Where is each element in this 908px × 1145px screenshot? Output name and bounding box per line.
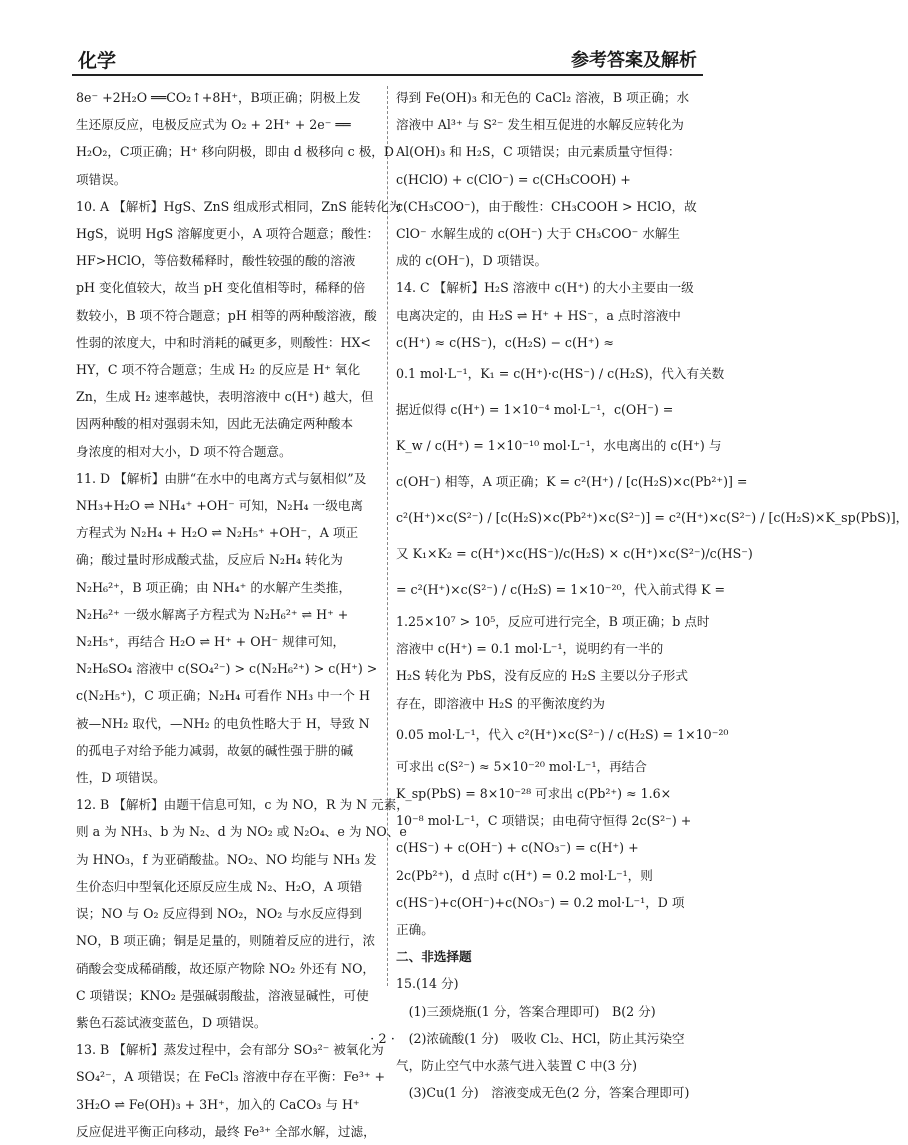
text-line: 硝酸会变成稀硝酸，故还原产物除 NO₂ 外还有 NO， xyxy=(76,960,376,976)
text-line: 气，防止空气中水蒸气进入装置 C 中(3 分) xyxy=(396,1058,637,1074)
text-line: 15.(14 分) xyxy=(396,976,459,992)
text-line: 方程式为 N₂H₄ + H₂O ⇌ N₂H₅⁺ +OH⁻，A 项正 xyxy=(76,525,359,541)
text-line: 成的 c(OH⁻)，D 项错误。 xyxy=(396,253,548,269)
text-line: 0.05 mol·L⁻¹，代入 c²(H⁺)×c(S²⁻) / c(H₂S) = 1×10⁻²⁰ xyxy=(396,726,729,742)
text-line: c(H⁺) ≈ c(HS⁻)，c(H₂S) − c(H⁺) ≈ xyxy=(396,334,614,350)
text-line: 12. B 【解析】由题干信息可知，c 为 NO，R 为 N 元素， xyxy=(76,797,409,813)
text-line: 的孤电子对给予能力减弱，故氨的碱性强于肼的碱 xyxy=(76,742,354,758)
answer-section-title: 参考答案及解析 xyxy=(571,50,697,71)
text-line: 14. C 【解析】H₂S 溶液中 c(H⁺) 的大小主要由一级 xyxy=(396,280,694,296)
text-line: pH 变化值较大，故当 pH 变化值相等时，稀释的倍 xyxy=(76,280,366,296)
text-line: (2)浓硫酸(1 分) 吸收 Cl₂、HCl，防止其污染空 xyxy=(396,1030,685,1046)
text-line: K_w / c(H⁺) = 1×10⁻¹⁰ mol·L⁻¹，水电离出的 c(H⁺) 与 xyxy=(396,438,722,454)
text-line: c(HClO) + c(ClO⁻) = c(CH₃COOH) + xyxy=(396,171,631,187)
text-line: H₂S 转化为 PbS，没有反应的 H₂S 主要以分子形式 xyxy=(396,668,688,684)
text-line: 项错误。 xyxy=(76,171,127,187)
text-line: 确；酸过量时形成酸式盐，反应后 N₂H₄ 转化为 xyxy=(76,552,343,568)
text-line: 因两种酸的相对强弱未知，因此无法确定两种酸本 xyxy=(76,416,354,432)
text-line: 紫色石蕊试液变蓝色，D 项错误。 xyxy=(76,1014,267,1030)
text-line: 则 a 为 NH₃、b 为 N₂、d 为 NO₂ 或 N₂O₄、e 为 NO、e xyxy=(76,824,407,840)
subject-title: 化学 xyxy=(78,50,117,72)
text-line: 溶液中 c(H⁺) = 0.1 mol·L⁻¹，说明约有一半的 xyxy=(396,641,664,657)
text-line: HY，C 项不符合题意；生成 H₂ 的反应是 H⁺ 氧化 xyxy=(76,362,361,378)
text-line: 10. A 【解析】HgS、ZnS 组成形式相同，ZnS 能转化为 xyxy=(76,198,402,214)
text-line: 性，D 项错误。 xyxy=(76,770,166,786)
text-line: NH₃+H₂O ⇌ NH₄⁺ +OH⁻ 可知，N₂H₄ 一级电离 xyxy=(76,498,363,514)
text-line: 3H₂O ⇌ Fe(OH)₃ + 3H⁺，加入的 CaCO₃ 与 H⁺ xyxy=(76,1096,360,1112)
text-line: c²(H⁺)×c(S²⁻) / [c(H₂S)×c(Pb²⁺)×c(S²⁻)] = c²(H⁺)×c(S²⁻) / [c(H₂S)×K_sp(PbS)]， xyxy=(396,510,908,526)
text-line: 身浓度的相对大小，D 项不符合题意。 xyxy=(76,443,292,459)
text-line: H₂O₂，C项正确；H⁺ 移向阴极，即由 d 极移向 c 极，D xyxy=(76,144,394,160)
text-line: SO₄²⁻，A 项错误；在 FeCl₃ 溶液中存在平衡：Fe³⁺ + xyxy=(76,1069,386,1085)
text-line: 1.25×10⁷ > 10⁵，反应可进行完全，B 项正确；b 点时 xyxy=(396,614,710,630)
text-line: 生价态归中型氧化还原反应生成 N₂、H₂O，A 项错 xyxy=(76,878,363,894)
text-line: 性弱的浓度大，中和时消耗的碱更多，则酸性：HX< xyxy=(76,334,371,350)
text-line: c(HS⁻)+c(OH⁻)+c(NO₃⁻) = 0.2 mol·L⁻¹，D 项 xyxy=(396,894,685,910)
text-line: 被—NH₂ 取代，—NH₂ 的电负性略大于 H，导致 N xyxy=(76,715,370,731)
text-line: 溶液中 Al³⁺ 与 S²⁻ 发生相互促进的水解反应转化为 xyxy=(396,117,684,133)
text-line: 得到 Fe(OH)₃ 和无色的 CaCl₂ 溶液，B 项正确；水 xyxy=(396,90,690,105)
text-line: 又 K₁×K₂ = c(H⁺)×c(HS⁻)/c(H₂S) × c(H⁺)×c(S²⁻)/c(HS⁻) xyxy=(396,546,753,562)
text-line: N₂H₅⁺，再结合 H₂O ⇌ H⁺ + OH⁻ 规律可知， xyxy=(76,634,346,650)
text-line: 10⁻⁸ mol·L⁻¹，C 项错误；由电荷守恒得 2c(S²⁻) + xyxy=(396,813,692,829)
text-line: 数较小，B 项不符合题意；pH 相等的两种酸溶液，酸 xyxy=(76,307,377,323)
left-column xyxy=(76,84,409,1145)
text-line: 可求出 c(S²⁻) ≈ 5×10⁻²⁰ mol·L⁻¹，再结合 xyxy=(396,758,647,774)
text-line: 13. B 【解析】蒸发过程中，会有部分 SO₃²⁻ 被氧化为 xyxy=(76,1042,384,1058)
text-line: HgS，说明 HgS 溶解度更小，A 项符合题意；酸性： xyxy=(76,226,380,242)
text-line: NO，B 项正确；铜是足量的，则随着反应的进行，浓 xyxy=(76,933,376,949)
page-header xyxy=(72,44,703,76)
right-column xyxy=(396,84,908,1106)
text-line: C 项错误；KNO₂ 是强碱弱酸盐，溶液显碱性，可使 xyxy=(76,987,369,1003)
text-line: (1)三颈烧瓶(1 分，答案合理即可) B(2 分) xyxy=(396,1003,656,1019)
text-line: N₂H₆SO₄ 溶液中 c(SO₄²⁻) > c(N₂H₆²⁺) > c(H⁺) > xyxy=(76,661,378,677)
text-line: c(OH⁻) 相等，A 项正确；K = c²(H⁺) / [c(H₂S)×c(Pb²⁺)] = xyxy=(396,474,748,490)
text-line: 存在，即溶液中 H₂S 的平衡浓度约为 xyxy=(396,695,605,711)
text-line: 生还原反应，电极反应式为 O₂ + 2H⁺ + 2e⁻ ══ xyxy=(76,117,351,133)
text-line: K_sp(PbS) = 8×10⁻²⁸ 可求出 c(Pb²⁺) ≈ 1.6× xyxy=(396,786,672,802)
text-line: N₂H₆²⁺ 一级水解离子方程式为 N₂H₆²⁺ ⇌ H⁺ + xyxy=(76,606,349,622)
text-line: = c²(H⁺)×c(S²⁻) / c(H₂S) = 1×10⁻²⁰，代入前式得 K = xyxy=(396,582,726,598)
text-line: 2c(Pb²⁺)，d 点时 c(H⁺) = 0.2 mol·L⁻¹，则 xyxy=(396,867,653,883)
text-line: ClO⁻ 水解生成的 c(OH⁻) 大于 CH₃COO⁻ 水解生 xyxy=(396,226,681,242)
text-line: 据近似得 c(H⁺) = 1×10⁻⁴ mol·L⁻¹，c(OH⁻) = xyxy=(396,402,674,418)
text-line: 8e⁻ +2H₂O ══CO₂↑+8H⁺，B项正确；阴极上发 xyxy=(76,90,361,105)
text-line: c(HS⁻) + c(OH⁻) + c(NO₃⁻) = c(H⁺) + xyxy=(396,840,639,856)
page-number: · 2 · xyxy=(370,1032,395,1047)
text-line: c(CH₃COO⁻)，由于酸性：CH₃COOH > HClO，故 xyxy=(396,198,697,214)
text-line: 二、非选择题 xyxy=(396,949,472,965)
text-line: Al(OH)₃ 和 H₂S，C 项错误；由元素质量守恒得： xyxy=(396,144,681,160)
text-line: HF>HClO，等倍数稀释时，酸性较强的酸的溶液 xyxy=(76,253,356,269)
text-line: 0.1 mol·L⁻¹，K₁ = c(H⁺)·c(HS⁻) / c(H₂S)，代入有关数 xyxy=(396,366,725,382)
text-line: N₂H₆²⁺，B 项正确；由 NH₄⁺ 的水解产生类推， xyxy=(76,579,352,595)
column-divider xyxy=(387,86,388,986)
text-line: 电离决定的，由 H₂S ⇌ H⁺ + HS⁻，a 点时溶液中 xyxy=(396,307,681,323)
text-line: 反应促进平衡正向移动，最终 Fe³⁺ 全部水解，过滤， xyxy=(76,1123,376,1139)
text-line: 为 HNO₃，f 为亚硝酸盐。NO₂、NO 均能与 NH₃ 发 xyxy=(76,851,377,867)
text-line: (3)Cu(1 分) 溶液变成无色(2 分，答案合理即可) xyxy=(396,1085,690,1101)
text-line: 误；NO 与 O₂ 反应得到 NO₂，NO₂ 与水反应得到 xyxy=(76,906,362,922)
text-line: 11. D 【解析】由肼“在水中的电离方式与氨相似”及 xyxy=(76,470,367,486)
text-line: 正确。 xyxy=(396,922,434,938)
text-line: c(N₂H₅⁺)，C 项正确；N₂H₄ 可看作 NH₃ 中一个 H xyxy=(76,688,370,704)
text-line: Zn，生成 H₂ 速率越快，表明溶液中 c(H⁺) 越大，但 xyxy=(76,389,374,405)
